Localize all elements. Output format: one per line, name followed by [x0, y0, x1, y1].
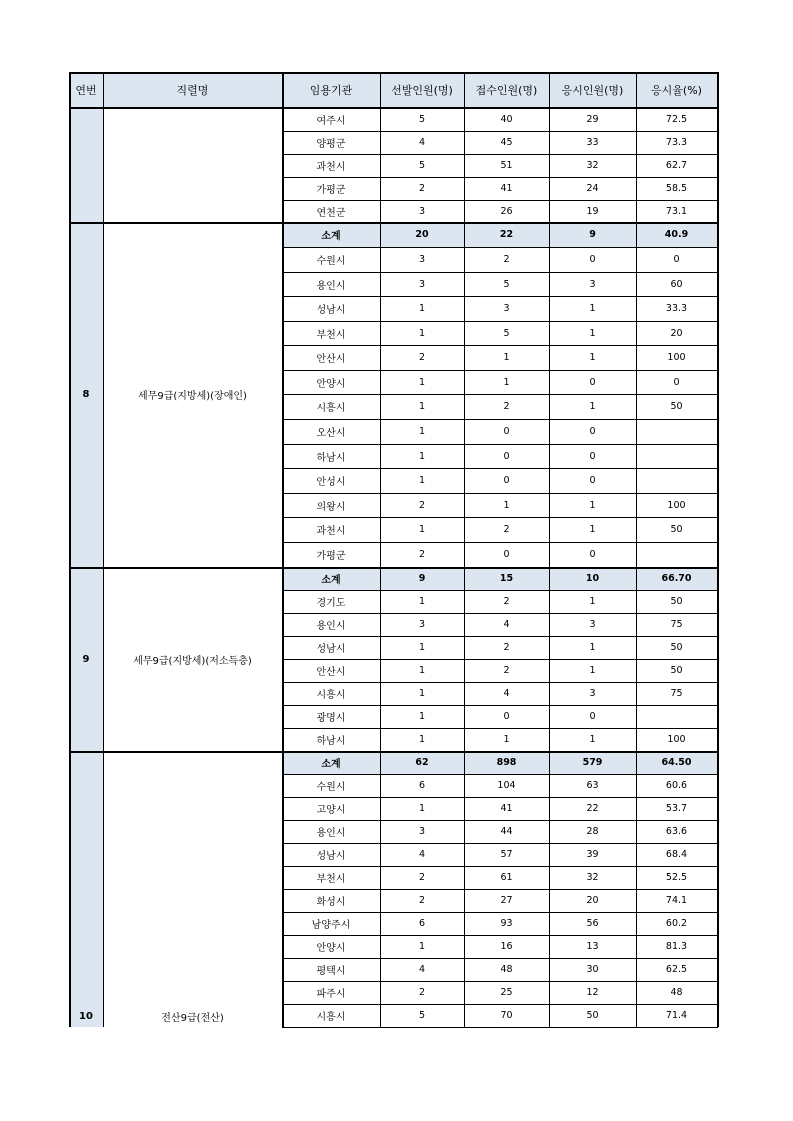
- table-cell-rate: 62.5: [665, 964, 688, 975]
- table-cell-rate: [636, 542, 717, 567]
- grid-line-horizontal: [282, 889, 718, 890]
- table-cell-selected: 1: [418, 303, 426, 314]
- table-cell-attended: 0: [589, 475, 596, 486]
- table-cell-agency: 성남시: [316, 644, 346, 655]
- grid-line-horizontal: [282, 370, 718, 371]
- grid-line-horizontal: [282, 958, 718, 959]
- table-cell-rate: 53.7: [665, 803, 688, 814]
- table-cell-applied: 0: [503, 475, 510, 486]
- table-cell-agency: 용인시: [316, 621, 346, 632]
- grid-line-vertical: [69, 72, 71, 1027]
- table-cell-rate: 75: [670, 688, 683, 699]
- table-cell-rate: 74.1: [665, 895, 688, 906]
- table-cell-applied: 45: [500, 137, 513, 148]
- table-cell-attended: 1: [589, 499, 596, 511]
- table-cell-applied: 5: [503, 327, 510, 339]
- table-cell-applied: 0: [503, 426, 510, 437]
- table-cell-agency: 여주시: [316, 115, 346, 127]
- table-cell-agency: 고양시: [316, 805, 346, 816]
- table-cell-rate: 48: [670, 987, 683, 998]
- group-number: [69, 107, 103, 222]
- grid-line-horizontal: [282, 468, 718, 469]
- table-cell-agency: 안성시: [316, 477, 346, 488]
- table-cell-selected: 1: [418, 376, 426, 388]
- table-cell-rate: [636, 419, 717, 444]
- table-cell-rate: 0: [673, 376, 680, 388]
- table-cell-selected: 6: [418, 918, 426, 929]
- header-rate: 응시율(%): [636, 72, 717, 107]
- table-cell-selected: 1: [418, 524, 426, 535]
- table-cell-applied: 40: [500, 113, 513, 125]
- table-cell-applied: 2: [503, 524, 510, 535]
- table-cell-agency: 시흥시: [316, 403, 346, 414]
- table-cell-rate: 60.6: [665, 780, 688, 791]
- table-cell-applied: 57: [500, 849, 513, 860]
- table-cell-agency: 안산시: [316, 667, 346, 678]
- table-cell-applied: 3: [503, 303, 510, 314]
- table-cell-agency: 수원시: [316, 782, 346, 793]
- grid-line-vertical: [464, 72, 465, 1027]
- table-cell-attended: 39: [586, 849, 599, 860]
- table-cell-attended: 22: [586, 803, 599, 814]
- grid-line-horizontal: [282, 636, 718, 637]
- table-cell-agency: 양평군: [316, 139, 346, 150]
- table-cell-selected: 1: [418, 734, 426, 745]
- table-cell-rate: 100: [667, 499, 686, 511]
- table-cell-agency: 경기도: [316, 598, 346, 609]
- table-cell-applied: 1: [503, 376, 510, 388]
- table-cell-agency: 평택시: [316, 966, 346, 977]
- table-cell-rate: 33.3: [665, 303, 688, 314]
- grid-line-horizontal: [69, 72, 718, 74]
- group-number-column-shade: [69, 751, 103, 1027]
- table-cell-attended: 1: [589, 524, 596, 535]
- table-cell-applied: 1: [503, 734, 510, 745]
- table-cell-selected: 5: [418, 160, 426, 171]
- table-cell-applied: 51: [500, 160, 513, 171]
- table-cell-agency: 연천군: [316, 207, 346, 219]
- subtotal-rate: 64.50: [636, 751, 717, 774]
- grid-line-horizontal: [282, 866, 718, 867]
- subtotal-applied: 898: [464, 751, 549, 774]
- table-cell-agency: 하남시: [316, 452, 346, 464]
- subtotal-agency: 소계: [282, 222, 380, 247]
- subtotal-rate: 40.9: [636, 222, 717, 247]
- table-cell-applied: 0: [503, 711, 510, 722]
- grid-line-horizontal: [282, 345, 718, 346]
- table-cell-attended: 3: [589, 619, 596, 630]
- table-cell-selected: 1: [418, 688, 426, 699]
- grid-line-vertical: [549, 72, 550, 1027]
- table-cell-attended: 0: [589, 254, 596, 265]
- table-cell-applied: 0: [503, 450, 510, 462]
- grid-line-horizontal: [282, 177, 718, 178]
- grid-line-horizontal: [282, 912, 718, 913]
- grid-line-horizontal: [282, 682, 718, 683]
- header-position: 직렬명: [103, 72, 282, 107]
- grid-line-horizontal: [69, 567, 718, 569]
- table-cell-attended: 1: [589, 596, 596, 607]
- table-cell-agency: 시흥시: [316, 1012, 346, 1023]
- subtotal-selected: 9: [380, 567, 464, 590]
- table-cell-selected: 2: [418, 872, 426, 883]
- table-cell-rate: 73.3: [665, 137, 688, 148]
- table-cell-applied: 1: [503, 499, 510, 511]
- grid-line-horizontal: [282, 705, 718, 706]
- table-cell-applied: 2: [503, 596, 510, 607]
- table-cell-attended: 28: [586, 826, 599, 837]
- table-cell-agency: 부천시: [316, 874, 346, 885]
- grid-line-horizontal: [282, 843, 718, 844]
- grid-line-vertical: [717, 72, 719, 1027]
- table-cell-agency: 부천시: [316, 329, 346, 341]
- table-cell-agency: 남양주시: [311, 920, 351, 931]
- table-cell-agency: 용인시: [316, 828, 346, 839]
- header-attended: 응시인원(명): [549, 72, 636, 107]
- table-cell-agency: 성남시: [316, 851, 346, 862]
- table-cell-applied: 0: [503, 549, 510, 560]
- table-cell-selected: 1: [418, 450, 426, 462]
- table-cell-agency: 광명시: [316, 713, 346, 724]
- table-cell-agency: 과천시: [316, 526, 346, 537]
- grid-line-horizontal: [282, 272, 718, 273]
- table-cell-applied: 61: [500, 872, 513, 883]
- grid-line-horizontal: [282, 444, 718, 445]
- table-cell-attended: 19: [586, 205, 599, 217]
- table-cell-attended: 1: [589, 642, 596, 653]
- grid-line-horizontal: [282, 981, 718, 982]
- table-cell-attended: 0: [589, 376, 596, 388]
- table-cell-attended: 1: [589, 734, 596, 745]
- table-cell-selected: 1: [418, 596, 426, 607]
- table-cell-selected: 1: [418, 665, 426, 676]
- header-agency: 임용기관: [282, 72, 380, 107]
- table-cell-rate: 73.1: [665, 205, 688, 217]
- table-cell-rate: 50: [670, 524, 683, 535]
- table-cell-applied: 2: [503, 401, 510, 412]
- table-cell-rate: [636, 468, 717, 493]
- table-cell-rate: 68.4: [665, 849, 688, 860]
- table-cell-rate: 52.5: [665, 872, 688, 883]
- grid-line-horizontal: [282, 200, 718, 201]
- grid-line-vertical: [282, 72, 284, 1027]
- grid-line-horizontal: [282, 774, 718, 775]
- table-cell-selected: 2: [418, 987, 426, 998]
- grid-line-vertical: [380, 72, 381, 1027]
- table-cell-rate: 50: [670, 401, 683, 412]
- table-cell-applied: 44: [500, 826, 513, 837]
- table-cell-rate: 60: [670, 278, 683, 290]
- header-selected: 선발인원(명): [380, 72, 464, 107]
- group-position-name: 세무9급(지방세)(장애인): [138, 391, 247, 402]
- table-cell-attended: 20: [586, 895, 599, 906]
- table-cell-rate: 58.5: [665, 183, 688, 194]
- grid-line-horizontal: [282, 394, 718, 395]
- table-cell-agency: 오산시: [316, 428, 346, 439]
- group-position-name: 세무9급(지방세)(저소득층): [133, 655, 252, 667]
- table-cell-applied: 1: [503, 352, 510, 363]
- grid-line-horizontal: [282, 820, 718, 821]
- subtotal-agency: 소계: [282, 751, 380, 774]
- grid-line-vertical: [636, 72, 637, 1027]
- table-cell-selected: 1: [418, 401, 426, 412]
- table-cell-applied: 25: [500, 987, 513, 998]
- table-cell-attended: 32: [586, 872, 599, 883]
- table-cell-applied: 4: [503, 619, 510, 630]
- table-cell-rate: 72.5: [665, 113, 688, 125]
- grid-line-horizontal: [282, 419, 718, 420]
- grid-line-horizontal: [282, 797, 718, 798]
- table-cell-rate: [636, 444, 717, 468]
- table-cell-selected: 6: [418, 780, 426, 791]
- table-cell-selected: 5: [418, 113, 426, 125]
- table-cell-rate: 81.3: [665, 941, 688, 952]
- table-cell-attended: 1: [589, 327, 596, 339]
- table-cell-agency: 용인시: [316, 280, 346, 292]
- table-cell-attended: 29: [586, 113, 599, 125]
- grid-line-horizontal: [282, 542, 718, 543]
- table-cell-agency: 수원시: [316, 256, 346, 267]
- table-cell-applied: 4: [503, 688, 510, 699]
- table-cell-attended: 0: [589, 711, 596, 722]
- grid-line-horizontal: [282, 935, 718, 936]
- header-applied: 접수인원(명): [464, 72, 549, 107]
- table-cell-applied: 2: [503, 665, 510, 676]
- group-position-name: 전산9급(전산): [161, 1012, 224, 1024]
- table-cell-agency: 과천시: [316, 162, 346, 173]
- table-cell-agency: 안양시: [316, 943, 346, 954]
- table-cell-attended: 3: [589, 688, 596, 699]
- table-cell-selected: 3: [418, 205, 426, 217]
- table-cell-rate: 50: [670, 596, 683, 607]
- table-cell-attended: 56: [586, 918, 599, 929]
- grid-line-horizontal: [282, 1027, 718, 1028]
- grid-line-horizontal: [282, 1004, 718, 1005]
- table-cell-agency: 가평군: [316, 185, 346, 196]
- table-cell-rate: 71.4: [665, 1010, 688, 1021]
- table-cell-attended: 3: [589, 278, 596, 290]
- grid-line-horizontal: [282, 590, 718, 591]
- table-cell-rate: 75: [670, 619, 683, 630]
- table-cell-rate: 62.7: [665, 160, 688, 171]
- table-cell-attended: 1: [589, 303, 596, 314]
- subtotal-agency: 소계: [282, 567, 380, 590]
- grid-line-horizontal: [69, 222, 718, 224]
- grid-line-horizontal: [282, 728, 718, 729]
- table-cell-selected: 4: [418, 964, 426, 975]
- subtotal-selected: 62: [380, 751, 464, 774]
- table-cell-selected: 1: [418, 803, 426, 814]
- table-cell-selected: 1: [418, 426, 426, 437]
- table-cell-agency: 가평군: [316, 551, 346, 562]
- subtotal-selected: 20: [380, 222, 464, 247]
- table-cell-applied: 104: [497, 780, 516, 791]
- table-cell-applied: 41: [500, 183, 513, 194]
- table-cell-applied: 2: [503, 642, 510, 653]
- table-cell-rate: 63.6: [665, 826, 688, 837]
- table-cell-selected: 2: [418, 499, 426, 511]
- grid-line-horizontal: [282, 321, 718, 322]
- subtotal-applied: 22: [464, 222, 549, 247]
- table-cell-rate: 60.2: [665, 918, 688, 929]
- table-cell-selected: 3: [418, 254, 426, 265]
- table-cell-selected: 2: [418, 549, 426, 560]
- table-cell-selected: 1: [418, 711, 426, 722]
- table-cell-selected: 2: [418, 183, 426, 194]
- table-cell-applied: 16: [500, 941, 513, 952]
- table-cell-agency: 하남시: [316, 736, 346, 747]
- table-cell-applied: 41: [500, 803, 513, 814]
- table-cell-selected: 4: [418, 849, 426, 860]
- table-cell-attended: 63: [586, 780, 599, 791]
- table-cell-applied: 2: [503, 254, 510, 265]
- table-cell-attended: 12: [586, 987, 599, 998]
- table-cell-rate: 0: [673, 254, 680, 265]
- table-cell-applied: 5: [503, 278, 510, 290]
- table-cell-attended: 13: [586, 941, 599, 952]
- header-no: 연번: [69, 72, 103, 107]
- table-cell-attended: 0: [589, 549, 596, 560]
- grid-line-horizontal: [69, 107, 718, 109]
- grid-line-horizontal: [282, 517, 718, 518]
- table-cell-rate: 50: [670, 642, 683, 653]
- table-cell-attended: 50: [586, 1010, 599, 1021]
- table-cell-selected: 3: [418, 826, 426, 837]
- table-cell-attended: 1: [589, 401, 596, 412]
- table-cell-selected: 3: [418, 278, 426, 290]
- subtotal-attended: 579: [549, 751, 636, 774]
- group-number: 10: [79, 1010, 93, 1022]
- table-cell-selected: 1: [418, 941, 426, 952]
- table-cell-agency: 의왕시: [316, 501, 346, 513]
- table-cell-agency: 안양시: [316, 378, 346, 390]
- subtotal-attended: 9: [549, 222, 636, 247]
- table-cell-applied: 93: [500, 918, 513, 929]
- grid-line-horizontal: [282, 493, 718, 494]
- grid-line-horizontal: [282, 296, 718, 297]
- table-cell-attended: 24: [586, 183, 599, 194]
- table-cell-attended: 1: [589, 352, 596, 363]
- table-cell-applied: 26: [500, 205, 513, 217]
- table-cell-agency: 화성시: [316, 897, 346, 908]
- table-cell-attended: 0: [589, 450, 596, 462]
- table-cell-applied: 48: [500, 964, 513, 975]
- subtotal-attended: 10: [549, 567, 636, 590]
- table-cell-selected: 1: [418, 642, 426, 653]
- table-cell-attended: 33: [586, 137, 599, 148]
- table-cell-applied: 27: [500, 895, 513, 906]
- table-cell-selected: 1: [418, 475, 426, 486]
- table-cell-rate: 100: [667, 734, 686, 745]
- grid-line-horizontal: [282, 613, 718, 614]
- table-cell-attended: 0: [589, 426, 596, 437]
- group-number: 9: [69, 567, 103, 751]
- table-cell-attended: 32: [586, 160, 599, 171]
- table-cell-agency: 파주시: [316, 989, 346, 1000]
- table-cell-rate: [636, 705, 717, 728]
- group-number: 8: [69, 222, 103, 567]
- table-cell-selected: 5: [418, 1010, 426, 1021]
- group-position-name: [103, 107, 282, 222]
- grid-line-horizontal: [282, 131, 718, 132]
- table-cell-rate: 100: [667, 352, 686, 363]
- grid-line-horizontal: [69, 751, 718, 753]
- subtotal-applied: 15: [464, 567, 549, 590]
- table-cell-selected: 2: [418, 352, 426, 363]
- subtotal-rate: 66.70: [636, 567, 717, 590]
- table-cell-selected: 2: [418, 895, 426, 906]
- grid-line-horizontal: [282, 154, 718, 155]
- table-cell-applied: 70: [500, 1010, 513, 1021]
- table-cell-agency: 성남시: [316, 305, 346, 316]
- table-cell-attended: 30: [586, 964, 599, 975]
- grid-line-vertical: [103, 72, 104, 1027]
- table-cell-rate: 50: [670, 665, 683, 676]
- table-cell-rate: 20: [670, 327, 683, 339]
- table-cell-selected: 1: [418, 327, 426, 339]
- table-cell-selected: 3: [418, 619, 426, 630]
- grid-line-horizontal: [282, 247, 718, 248]
- table-cell-selected: 4: [418, 137, 426, 148]
- table-cell-agency: 안산시: [316, 354, 346, 365]
- table-cell-attended: 1: [589, 665, 596, 676]
- table-cell-agency: 시흥시: [316, 690, 346, 701]
- grid-line-horizontal: [282, 659, 718, 660]
